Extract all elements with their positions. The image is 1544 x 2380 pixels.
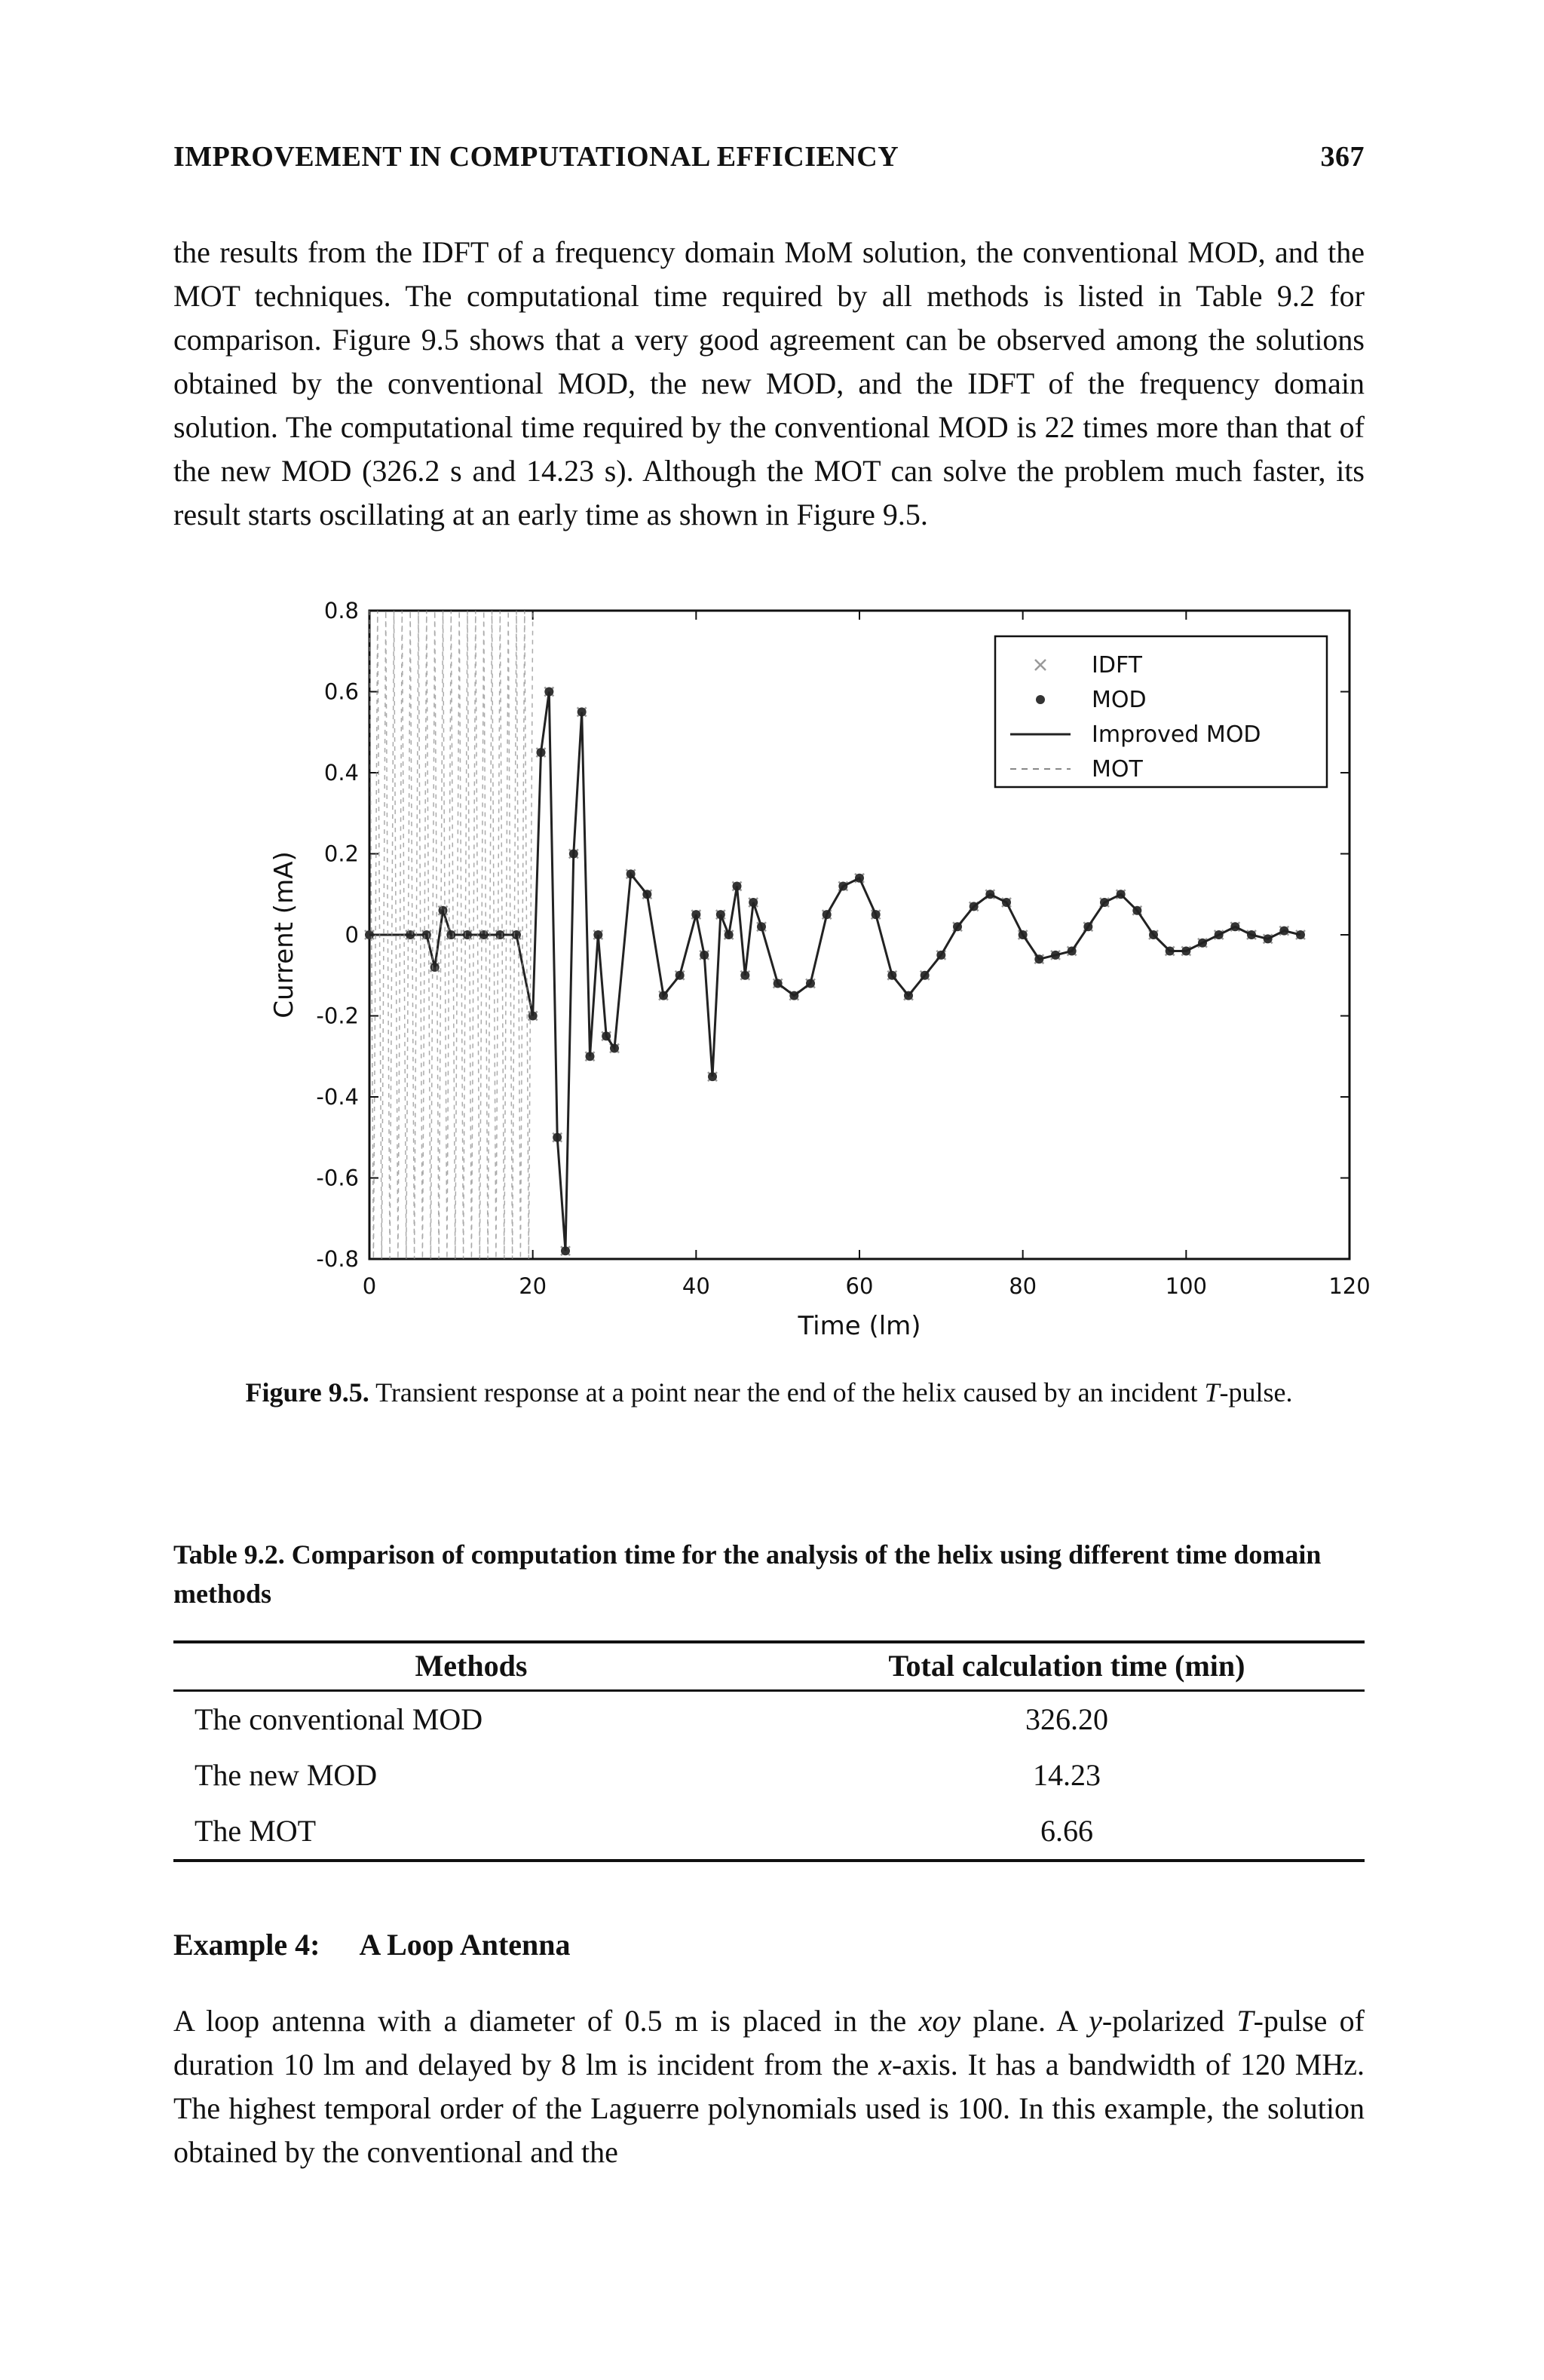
para2-text-3: -polarized: [1101, 2004, 1237, 2038]
example-label: Example 4:: [173, 1928, 320, 1962]
figure-caption: [173, 1372, 1365, 1413]
y-tick-label: 0.6: [323, 678, 359, 705]
body-paragraph-2: [173, 1999, 1365, 2174]
table-cell-time: 14.23: [1033, 1758, 1101, 1792]
y-tick-label: -0.2: [316, 1003, 359, 1029]
legend-label: IDFT: [1092, 652, 1143, 678]
table-cell-time: 326.20: [1025, 1702, 1108, 1736]
x-tick-label: 80: [1009, 1273, 1037, 1299]
y-tick-label: -0.4: [316, 1084, 359, 1110]
table-cell-method: The new MOD: [195, 1758, 378, 1792]
para2-italic-1: xoy: [918, 2004, 961, 2038]
figure-caption-label: Figure 9.5.: [245, 1377, 369, 1407]
para2-text-1: A loop antenna with a diameter of 0.5 m is placed in the: [173, 2004, 919, 2038]
table-cell-method: The conventional MOD: [195, 1702, 483, 1736]
table-cell-time: 6.66: [769, 1803, 1365, 1861]
legend-box: [995, 636, 1327, 787]
body-paragraph-1: the results from the IDFT of a frequency domain MoM solution, the conventional MOD, and the MOT techniques. The computational time required by all methods is listed in Table 9.2 for comparison. Figure 9.5 shows that a very good agreement can be observed among the solutions obtained by the conventional MOD, the new MOD, and the IDFT of the frequency domain solution. The computational time required by the conventional MOD is 22 times more than that of the new MOD (326.2 s and 14.23 s). Although the MOT can solve the problem much faster, its result starts oscillating at an early time as shown in Figure 9.5.: [173, 235, 1365, 531]
para2-italic-4: x: [878, 2048, 892, 2081]
transient-response-chart: [264, 596, 1410, 1365]
table-header-time: Total calculation time (min): [769, 1642, 1365, 1691]
page-number: 367: [1320, 141, 1365, 173]
legend-label: MOD: [1092, 687, 1147, 713]
y-axis-label: Current (mA): [269, 851, 299, 1018]
para2-text-5: -axis. It has a bandwidth of 120 MHz. The highest temporal order of the Laguerre polynomials used is 100. In this example, the solution obtained by the conventional and the: [173, 2048, 1365, 2169]
x-tick-label: 60: [845, 1273, 874, 1299]
x-tick-label: 20: [519, 1273, 547, 1299]
example-heading: [173, 1927, 1365, 1962]
table-row: [173, 1691, 1365, 1748]
y-tick-label: -0.8: [316, 1246, 359, 1272]
figure-caption-italic: T: [1204, 1377, 1220, 1407]
running-head: [173, 140, 1365, 173]
x-tick-label: 40: [682, 1273, 710, 1299]
legend-marker-mod: [1036, 695, 1045, 704]
x-tick-label: 100: [1165, 1273, 1208, 1299]
y-tick-label: 0.4: [323, 760, 359, 786]
table-title: Table 9.2. Comparison of computation time for the analysis of the helix using different time domain methods: [173, 1539, 1322, 1609]
y-tick-label: -0.6: [316, 1165, 359, 1191]
x-tick-label: 120: [1328, 1273, 1371, 1299]
x-axis-label: Time (lm): [798, 1311, 921, 1341]
running-head-title: IMPROVEMENT IN COMPUTATIONAL EFFICIENCY: [173, 141, 899, 173]
table-row: [173, 1803, 1365, 1861]
y-tick-label: 0.8: [323, 598, 359, 623]
y-tick-label: 0.2: [323, 841, 359, 867]
para2-text-4: -pulse of duration 10 lm and delayed by 8 lm is incident from the: [173, 2004, 1365, 2081]
para2-text-2: plane. A: [960, 2004, 1089, 2038]
table-header-methods: Methods: [173, 1642, 769, 1691]
legend-label: Improved MOD: [1092, 721, 1261, 748]
x-tick-label: 0: [362, 1273, 377, 1299]
table-row: [173, 1747, 1365, 1803]
figure-9-5: [264, 596, 1410, 1365]
y-tick-label: 0: [345, 922, 359, 948]
computation-time-table: [173, 1640, 1365, 1862]
example-title: A Loop Antenna: [359, 1928, 571, 1962]
para2-italic-3: T: [1236, 2004, 1254, 2038]
figure-caption-end: -pulse.: [1219, 1377, 1293, 1407]
table-header-row: [173, 1642, 1365, 1691]
legend-label: MOT: [1092, 756, 1143, 783]
para2-italic-2: y: [1089, 2004, 1102, 2038]
figure-caption-text: Transient response at a point near the end of the helix caused by an incident: [375, 1377, 1205, 1407]
table-cell-method: The MOT: [173, 1803, 769, 1861]
